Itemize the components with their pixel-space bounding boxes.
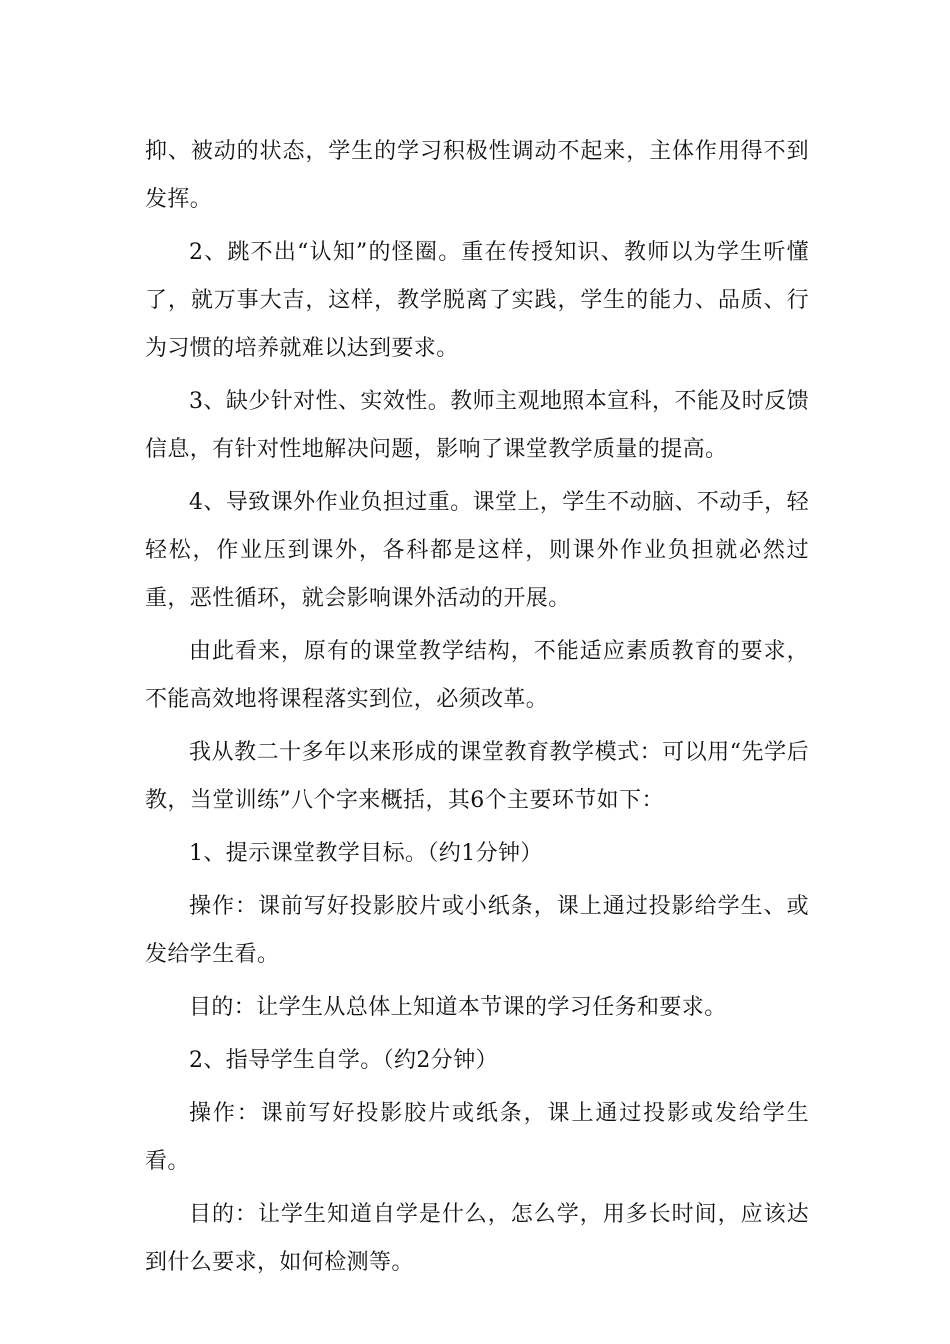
paragraph-point-4: 4、导致课外作业负担过重。课堂上，学生不动脑、不动手，轻轻松，作业压到课外，各科都是这样，则课外作业负担就必然过重，恶性循环，就会影响课外活动的开展。 — [145, 490, 809, 611]
document-body — [145, 128, 809, 1292]
paragraph-step-2-heading: 2、指导学生自学。（约2分钟） — [189, 1048, 498, 1073]
paragraph-continuation: 抑、被动的状态，学生的学习积极性调动不起来，主体作用得不到发挥。 — [145, 139, 809, 212]
paragraph-point-2: 2、跳不出“认知”的怪圈。重在传授知识、教师以为学生听懂了，就万事大吉，这样，教学脱离了实践，学生的能力、品质、行为习惯的培养就难以达到要求。 — [145, 240, 809, 361]
paragraph-step-1-operation: 操作：课前写好投影胶片或小纸条，课上通过投影给学生、或发给学生看。 — [145, 894, 809, 967]
paragraph-conclusion: 由此看来，原有的课堂教学结构，不能适应素质教育的要求，不能高效地将课程落实到位，必须改革。 — [145, 639, 809, 712]
paragraph-step-1-purpose: 目的：让学生从总体上知道本节课的学习任务和要求。 — [189, 995, 727, 1020]
paragraph-step-2-operation: 操作：课前写好投影胶片或纸条，课上通过投影或发给学生看。 — [145, 1101, 809, 1174]
paragraph-model-intro: 我从教二十多年以来形成的课堂教育教学模式：可以用“先学后教，当堂训练”八个字来概括，其6个主要环节如下： — [145, 740, 809, 813]
paragraph-step-1-heading: 1、提示课堂教学目标。（约1分钟） — [189, 841, 543, 866]
paragraph-point-3: 3、缺少针对性、实效性。教师主观地照本宣科，不能及时反馈信息，有针对性地解决问题，影响了课堂教学质量的提高。 — [145, 389, 809, 462]
paragraph-step-2-purpose: 目的：让学生知道自学是什么，怎么学，用多长时间，应该达到什么要求，如何检测等。 — [145, 1202, 809, 1275]
